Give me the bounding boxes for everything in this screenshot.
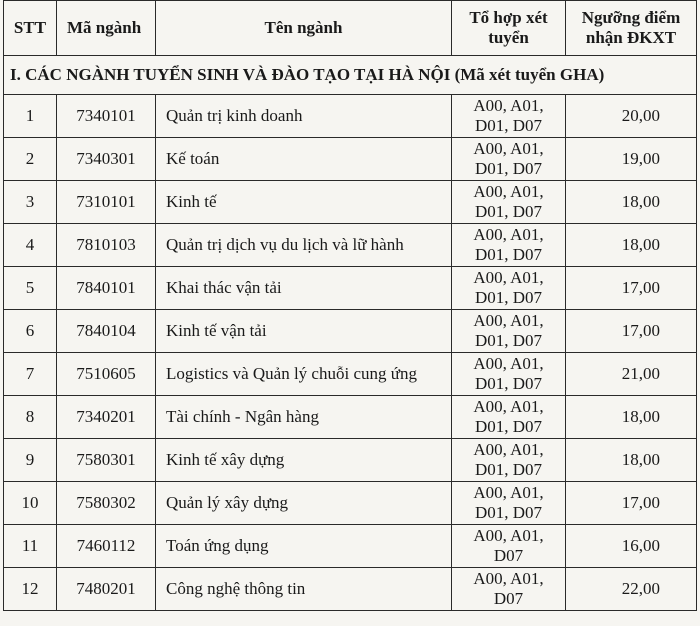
table-row: [4, 224, 697, 267]
row-ten-nganh: Khai thác vận tải: [156, 267, 452, 310]
table-row: [4, 181, 697, 224]
row-stt: 11: [4, 525, 57, 568]
header-nguong-line1: Ngưỡng điểm: [581, 8, 681, 27]
row-to-hop: [452, 568, 566, 611]
row-stt: 8: [4, 396, 57, 439]
row-stt: 6: [4, 310, 57, 353]
row-nguong-diem: 19,00: [566, 138, 697, 181]
header-ten-nganh: Tên ngành: [156, 1, 452, 56]
row-stt: 5: [4, 267, 57, 310]
row-to-hop: [452, 439, 566, 482]
row-ten-nganh: Tài chính - Ngân hàng: [156, 396, 452, 439]
row-ma-nganh: 7480201: [57, 568, 156, 611]
row-to-hop-line1: A00, A01,: [473, 311, 544, 330]
header-nguong-diem: [566, 1, 697, 56]
row-to-hop-line2: D01, D07: [474, 288, 543, 307]
table-header-row: [4, 1, 697, 56]
row-to-hop-line2: D01, D07: [474, 374, 543, 393]
row-to-hop-line1: A00, A01,: [473, 483, 544, 502]
row-to-hop: [452, 267, 566, 310]
row-stt: 2: [4, 138, 57, 181]
row-ten-nganh: Kinh tế xây dựng: [156, 439, 452, 482]
row-to-hop-line1: A00, A01,: [473, 569, 544, 588]
row-ten-nganh: Kinh tế vận tải: [156, 310, 452, 353]
row-to-hop: [452, 482, 566, 525]
row-to-hop: [452, 224, 566, 267]
table-row: [4, 525, 697, 568]
row-to-hop: [452, 95, 566, 138]
row-nguong-diem: 20,00: [566, 95, 697, 138]
section-title: I. CÁC NGÀNH TUYỂN SINH VÀ ĐÀO TẠO TẠI HÀ NỘI (Mã xét tuyển GHA): [4, 56, 697, 95]
row-to-hop: [452, 396, 566, 439]
row-to-hop-line2: D01, D07: [474, 417, 543, 436]
table-row: [4, 482, 697, 525]
header-nguong-line2: nhận ĐKXT: [585, 28, 677, 47]
row-to-hop-line1: A00, A01,: [473, 225, 544, 244]
row-nguong-diem: 21,00: [566, 353, 697, 396]
row-ten-nganh: Quản trị dịch vụ du lịch và lữ hành: [156, 224, 452, 267]
row-to-hop-line1: A00, A01,: [473, 96, 544, 115]
table-row: [4, 439, 697, 482]
row-stt: 7: [4, 353, 57, 396]
row-to-hop-line2: D01, D07: [474, 202, 543, 221]
row-ma-nganh: 7510605: [57, 353, 156, 396]
row-to-hop-line1: A00, A01,: [473, 182, 544, 201]
row-nguong-diem: 22,00: [566, 568, 697, 611]
row-stt: 9: [4, 439, 57, 482]
table-row: [4, 138, 697, 181]
row-ma-nganh: 7460112: [57, 525, 156, 568]
header-to-hop-line1: Tổ hợp xét: [469, 8, 548, 27]
table-row: [4, 353, 697, 396]
section-row: [4, 56, 697, 95]
table-row: [4, 310, 697, 353]
row-nguong-diem: 17,00: [566, 267, 697, 310]
table-row: [4, 396, 697, 439]
row-stt: 10: [4, 482, 57, 525]
admission-threshold-table: [3, 0, 697, 611]
header-to-hop-line2: tuyển: [488, 28, 529, 47]
row-to-hop-line1: A00, A01,: [473, 139, 544, 158]
row-to-hop-line1: A00, A01,: [473, 268, 544, 287]
row-to-hop-line1: A00, A01,: [473, 526, 544, 545]
row-ten-nganh: Kế toán: [156, 138, 452, 181]
row-stt: 12: [4, 568, 57, 611]
row-to-hop: [452, 181, 566, 224]
row-nguong-diem: 18,00: [566, 224, 697, 267]
row-ten-nganh: Kinh tế: [156, 181, 452, 224]
row-to-hop: [452, 310, 566, 353]
row-ma-nganh: 7340301: [57, 138, 156, 181]
table-row: [4, 568, 697, 611]
row-ten-nganh: Quản trị kinh doanh: [156, 95, 452, 138]
row-to-hop-line2: D01, D07: [474, 331, 543, 350]
row-nguong-diem: 18,00: [566, 396, 697, 439]
row-to-hop: [452, 138, 566, 181]
row-stt: 1: [4, 95, 57, 138]
row-nguong-diem: 17,00: [566, 310, 697, 353]
row-ma-nganh: 7580302: [57, 482, 156, 525]
row-ma-nganh: 7340101: [57, 95, 156, 138]
table-row: [4, 267, 697, 310]
row-to-hop-line2: D01, D07: [474, 159, 543, 178]
row-stt: 3: [4, 181, 57, 224]
row-ma-nganh: 7310101: [57, 181, 156, 224]
row-to-hop-line2: D07: [493, 589, 524, 608]
table-row: [4, 95, 697, 138]
row-ten-nganh: Công nghệ thông tin: [156, 568, 452, 611]
header-stt: STT: [4, 1, 57, 56]
row-to-hop-line2: D01, D07: [474, 116, 543, 135]
row-to-hop-line1: A00, A01,: [473, 440, 544, 459]
row-to-hop-line1: A00, A01,: [473, 354, 544, 373]
row-to-hop-line2: D01, D07: [474, 503, 543, 522]
row-to-hop-line2: D07: [493, 546, 524, 565]
row-stt: 4: [4, 224, 57, 267]
row-nguong-diem: 18,00: [566, 439, 697, 482]
row-to-hop-line2: D01, D07: [474, 245, 543, 264]
row-ten-nganh: Quản lý xây dựng: [156, 482, 452, 525]
row-ma-nganh: 7840101: [57, 267, 156, 310]
row-to-hop-line2: D01, D07: [474, 460, 543, 479]
row-to-hop-line1: A00, A01,: [473, 397, 544, 416]
row-ma-nganh: 7810103: [57, 224, 156, 267]
row-ten-nganh: Logistics và Quản lý chuỗi cung ứng: [156, 353, 452, 396]
row-ten-nganh: Toán ứng dụng: [156, 525, 452, 568]
row-ma-nganh: 7340201: [57, 396, 156, 439]
row-nguong-diem: 17,00: [566, 482, 697, 525]
header-ma-nganh: Mã ngành: [57, 1, 156, 56]
row-to-hop: [452, 353, 566, 396]
row-to-hop: [452, 525, 566, 568]
header-to-hop: [452, 1, 566, 56]
row-nguong-diem: 16,00: [566, 525, 697, 568]
row-nguong-diem: 18,00: [566, 181, 697, 224]
row-ma-nganh: 7580301: [57, 439, 156, 482]
row-ma-nganh: 7840104: [57, 310, 156, 353]
